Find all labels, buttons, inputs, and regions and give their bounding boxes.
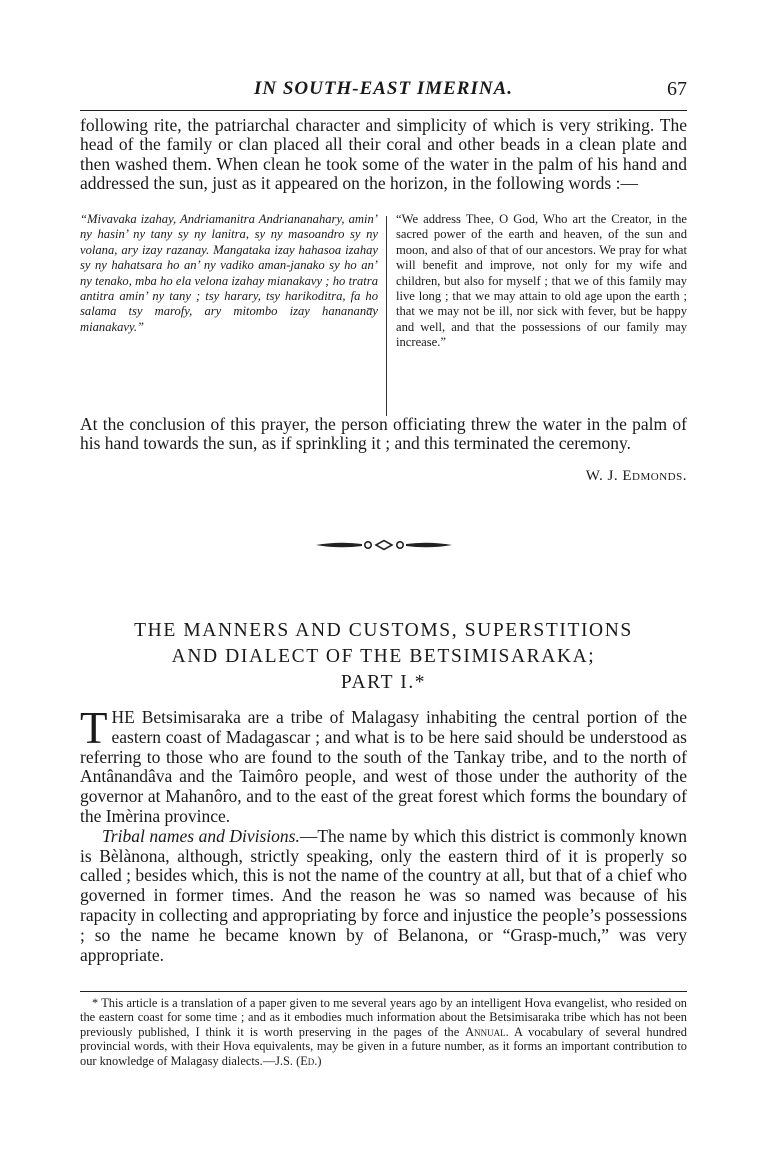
footnote-initials: J.S. (Ed.) xyxy=(275,1053,322,1068)
article-paragraph-2-text: —The name by which this district is commonly known is Bèlànona, although, strictly speaking, only the eastern third of it is properly so called ; besides which, this is not the name of the country at all, but that of a chief who governed in former times. And the reason he was so named was because of his rapacity in collecting and appropriating by force and injustice the people’s possessions ; so the name he became known by of Belanona, or “Grasp-much,” was very appropriate. xyxy=(80,825,687,965)
footnote xyxy=(80,996,687,1068)
section-heading-tribal-names: Tribal names and Divisions. xyxy=(102,825,300,846)
footnote-annual: Annual. xyxy=(465,1024,509,1039)
prayer-english: “We address Thee, O God, Who art the Creator, in the sacred power of the earth and heaven, of the sun and moon, and also of that of our ancestors. We pray for what will benefit and improve, not only for my wife and children, but also for myself ; that we of this family may live long ; that we may attain to old age upon the earth ; that we may not be ill, nor sick with fever, but be happy and well, and that the possessions of our family may increase.” xyxy=(396,212,687,350)
article-paragraph-1-text: HE Betsimisaraka are a tribe of Malagasy inhabiting the central portion of the eastern coast of Madagascar ; and what is to be here said should be understood as referring to those who are found to the south of the Tankay tribe, and to the north of Antânandâva and the Taimôro people, and west of those under the authority of the governor at Mahanôro, and to the east of the great forest which forms the boundary of the Imèrina province. xyxy=(80,707,687,826)
prayer-columns xyxy=(80,212,687,417)
footnote-text-2: A vocabulary of several hundred provincial words, with their Hova equivalents, may be given in a future number, as it forms an important contribution to our knowledge of Malagasy dialects.— xyxy=(80,1024,687,1068)
author-signature: W. J. Edmonds. xyxy=(585,468,687,484)
drop-cap: T xyxy=(80,703,108,753)
conclusion-paragraph: At the conclusion of this prayer, the person officiating threw the water in the palm of his hand towards the sun, as if sprinkling it ; and this terminated the ceremony. xyxy=(80,414,687,454)
header-rule xyxy=(80,110,687,111)
article-title-line-3: PART I.* xyxy=(340,672,427,693)
running-head: IN SOUTH-EAST IMERINA. xyxy=(253,78,514,99)
article-title-line-1: THE MANNERS AND CUSTOMS, SUPERSTITIONS xyxy=(134,620,633,641)
footnote-rule xyxy=(80,991,687,992)
column-divider xyxy=(386,216,387,416)
article-paragraph-2 xyxy=(80,827,687,966)
article-title xyxy=(80,618,687,696)
footnote-text-1: * This article is a translation of a paper given to me several years ago by an intelligent Hova evangelist, who resided on the eastern coast for some time ; and as it embodies much information about the Betsimisaraka tribe which has not been previously published, I think it is worth preserving in the pages of the xyxy=(80,996,687,1039)
article-title-line-2: AND DIALECT OF THE BETSIMISARAKA; xyxy=(171,646,596,667)
ornament-divider-icon xyxy=(314,538,454,557)
article-paragraph-1 xyxy=(80,703,687,827)
prayer-malagasy: “Mivavaka izahay, Andriamanitra Andriananahary, amin’ ny hasin’ ny tany sy ny lanitra, sy ny masoandro sy ny volana, ary izay razanay. Mangataka izay hahasoa izahay sy ny hahatsara ho an’ ny vadiko aman-janako sy ho an’ ny tenako, mba ho ela velona izahay mianakavy ; ho tratra antitra amin’ ny tany ; tsy harary, tsy harikoditra, fa ho salama tsy marofy, ary mitombo izay hananana̅y mianakavy.” xyxy=(80,212,378,334)
page-header xyxy=(80,78,687,104)
intro-paragraph: following rite, the patriarchal character and simplicity of which is very striking. The head of the family or clan placed all their coral and other beads in a clean plate and then washed them. When clean he took some of the water in the palm of his hand and addressed the sun, just as it appeared on the horizon, in the following words :— xyxy=(80,115,687,194)
article-body xyxy=(80,703,687,965)
page-number: 67 xyxy=(667,78,687,100)
